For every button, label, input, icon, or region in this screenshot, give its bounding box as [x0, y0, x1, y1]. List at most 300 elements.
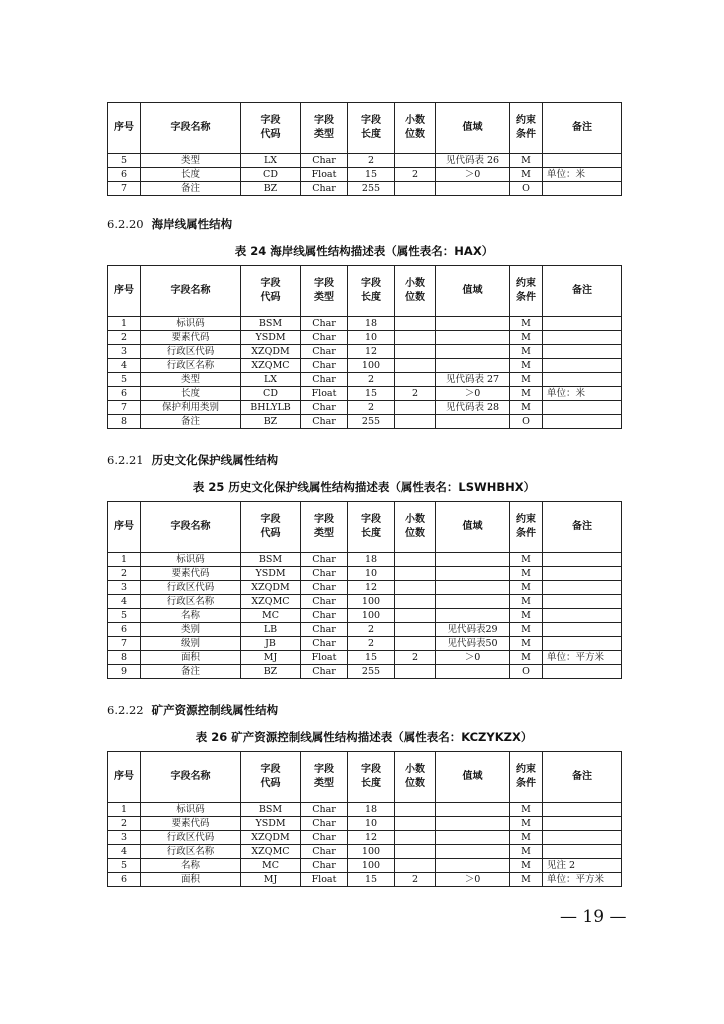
col-decimals-cell — [395, 317, 436, 331]
col-field-type-cell: Char — [301, 845, 348, 859]
col-field-type-cell: Char — [301, 401, 348, 415]
col-remarks-cell — [543, 831, 622, 845]
col-decimals-cell — [395, 182, 436, 196]
col-field-name-cell: 备注 — [141, 665, 241, 679]
col-constraint-cell: O — [510, 182, 543, 196]
col-remarks-cell — [543, 182, 622, 196]
col-field-code-cell: BSM — [241, 317, 301, 331]
col-field-type-cell: Char — [301, 665, 348, 679]
col-remarks-cell — [543, 345, 622, 359]
col-index-cell: 7 — [108, 637, 141, 651]
header-col-decimals: 小数 位数 — [395, 266, 436, 317]
col-field-name-cell: 标识码 — [141, 803, 241, 817]
col-field-name-cell: 行政区名称 — [141, 595, 241, 609]
col-domain-cell — [436, 331, 510, 345]
col-field-code-cell: CD — [241, 168, 301, 182]
header-col-field-length: 字段 长度 — [348, 502, 395, 553]
header-col-decimals: 小数 位数 — [395, 502, 436, 553]
attribute-table-continued — [107, 102, 622, 196]
col-domain-cell — [436, 345, 510, 359]
col-decimals-cell — [395, 331, 436, 345]
col-field-code-cell: LX — [241, 154, 301, 168]
table-row — [108, 831, 622, 845]
col-field-type-cell: Char — [301, 637, 348, 651]
col-constraint-cell: M — [510, 567, 543, 581]
col-index-cell: 7 — [108, 182, 141, 196]
col-field-type-cell: Char — [301, 345, 348, 359]
col-domain-cell: 见代码表50 — [436, 637, 510, 651]
col-domain-cell: 见代码表 26 — [436, 154, 510, 168]
attribute-table-hax — [107, 265, 622, 429]
col-domain-cell — [436, 415, 510, 429]
header-col-domain: 值域 — [436, 752, 510, 803]
col-constraint-cell: M — [510, 845, 543, 859]
col-field-length-cell: 2 — [348, 623, 395, 637]
header-col-field-code: 字段 代码 — [241, 266, 301, 317]
col-constraint-cell: M — [510, 553, 543, 567]
table-row — [108, 182, 622, 196]
col-decimals-cell: 2 — [395, 387, 436, 401]
col-field-code-cell: BZ — [241, 415, 301, 429]
col-remarks-cell — [543, 623, 622, 637]
col-field-type-cell: Float — [301, 168, 348, 182]
col-field-type-cell: Char — [301, 553, 348, 567]
col-index-cell: 2 — [108, 817, 141, 831]
col-decimals-cell — [395, 623, 436, 637]
col-field-code-cell: MC — [241, 859, 301, 873]
col-remarks-cell — [543, 595, 622, 609]
col-constraint-cell: M — [510, 609, 543, 623]
col-decimals-cell — [395, 859, 436, 873]
col-remarks-cell — [543, 154, 622, 168]
table-header-row — [108, 103, 622, 154]
col-domain-cell: ＞0 — [436, 651, 510, 665]
header-col-domain: 值域 — [436, 502, 510, 553]
col-field-name-cell: 行政区代码 — [141, 581, 241, 595]
col-field-length-cell: 12 — [348, 831, 395, 845]
col-field-type-cell: Float — [301, 651, 348, 665]
col-field-length-cell: 2 — [348, 373, 395, 387]
col-index-cell: 5 — [108, 859, 141, 873]
section-heading — [107, 216, 232, 232]
col-field-code-cell: MJ — [241, 651, 301, 665]
col-remarks-cell — [543, 609, 622, 623]
col-field-type-cell: Char — [301, 803, 348, 817]
col-field-length-cell: 18 — [348, 553, 395, 567]
header-col-remarks: 备注 — [543, 502, 622, 553]
col-field-type-cell: Char — [301, 331, 348, 345]
col-field-length-cell: 12 — [348, 345, 395, 359]
header-col-field-name: 字段名称 — [141, 502, 241, 553]
col-field-name-cell: 名称 — [141, 859, 241, 873]
col-index-cell: 3 — [108, 345, 141, 359]
col-domain-cell — [436, 317, 510, 331]
col-domain-cell: ＞0 — [436, 387, 510, 401]
col-field-name-cell: 行政区名称 — [141, 359, 241, 373]
col-domain-cell — [436, 831, 510, 845]
col-constraint-cell: M — [510, 873, 543, 887]
col-decimals-cell — [395, 803, 436, 817]
col-field-length-cell: 10 — [348, 567, 395, 581]
col-field-length-cell: 100 — [348, 595, 395, 609]
col-field-name-cell: 备注 — [141, 415, 241, 429]
col-field-name-cell: 行政区名称 — [141, 845, 241, 859]
col-constraint-cell: M — [510, 623, 543, 637]
table-row — [108, 345, 622, 359]
col-decimals-cell — [395, 609, 436, 623]
table-header-row — [108, 752, 622, 803]
header-col-field-type: 字段 类型 — [301, 266, 348, 317]
header-col-field-code: 字段 代码 — [241, 752, 301, 803]
col-remarks-cell: 单位：平方米 — [543, 873, 622, 887]
col-field-length-cell: 2 — [348, 401, 395, 415]
col-index-cell: 4 — [108, 595, 141, 609]
attribute-table-lswhbhx — [107, 501, 622, 679]
col-field-name-cell: 类别 — [141, 623, 241, 637]
col-field-name-cell: 级别 — [141, 637, 241, 651]
col-field-length-cell: 100 — [348, 609, 395, 623]
col-remarks-cell — [543, 331, 622, 345]
col-index-cell: 3 — [108, 831, 141, 845]
col-constraint-cell: M — [510, 154, 543, 168]
col-field-name-cell: 备注 — [141, 182, 241, 196]
col-field-code-cell: BHLYLB — [241, 401, 301, 415]
col-remarks-cell — [543, 637, 622, 651]
col-field-name-cell: 标识码 — [141, 553, 241, 567]
attribute-table-kczykzx — [107, 751, 622, 887]
col-remarks-cell: 单位：米 — [543, 387, 622, 401]
col-index-cell: 8 — [108, 651, 141, 665]
col-domain-cell: ＞0 — [436, 873, 510, 887]
col-field-code-cell: BZ — [241, 182, 301, 196]
col-field-code-cell: JB — [241, 637, 301, 651]
col-domain-cell — [436, 859, 510, 873]
col-field-code-cell: XZQDM — [241, 345, 301, 359]
col-field-type-cell: Char — [301, 415, 348, 429]
col-constraint-cell: M — [510, 401, 543, 415]
col-remarks-cell: 见注 2 — [543, 859, 622, 873]
col-constraint-cell: M — [510, 595, 543, 609]
col-field-type-cell: Char — [301, 817, 348, 831]
section-number: 6.2.22 — [107, 703, 144, 717]
col-field-code-cell: LX — [241, 373, 301, 387]
col-field-name-cell: 保护利用类别 — [141, 401, 241, 415]
col-remarks-cell — [543, 665, 622, 679]
col-decimals-cell: 2 — [395, 873, 436, 887]
col-remarks-cell — [543, 567, 622, 581]
col-constraint-cell: M — [510, 317, 543, 331]
table-row — [108, 609, 622, 623]
col-field-type-cell: Char — [301, 595, 348, 609]
col-constraint-cell: M — [510, 637, 543, 651]
col-constraint-cell: M — [510, 803, 543, 817]
col-field-name-cell: 行政区代码 — [141, 831, 241, 845]
col-remarks-cell — [543, 803, 622, 817]
header-col-constraint: 约束 条件 — [510, 752, 543, 803]
table-row — [108, 401, 622, 415]
col-index-cell: 5 — [108, 373, 141, 387]
section-number: 6.2.21 — [107, 453, 144, 467]
col-field-name-cell: 长度 — [141, 168, 241, 182]
col-field-length-cell: 18 — [348, 317, 395, 331]
col-field-type-cell: Char — [301, 623, 348, 637]
header-col-field-type: 字段 类型 — [301, 502, 348, 553]
col-decimals-cell: 2 — [395, 168, 436, 182]
col-domain-cell — [436, 803, 510, 817]
table-row — [108, 359, 622, 373]
section-title: 历史文化保护线属性结构 — [151, 453, 279, 467]
col-decimals-cell — [395, 581, 436, 595]
col-domain-cell — [436, 817, 510, 831]
table-row — [108, 154, 622, 168]
table-row — [108, 415, 622, 429]
col-field-length-cell: 2 — [348, 154, 395, 168]
col-domain-cell — [436, 581, 510, 595]
col-field-type-cell: Float — [301, 873, 348, 887]
col-remarks-cell — [543, 373, 622, 387]
col-constraint-cell: M — [510, 859, 543, 873]
col-decimals-cell: 2 — [395, 651, 436, 665]
table-row — [108, 623, 622, 637]
col-domain-cell — [436, 553, 510, 567]
table-row — [108, 567, 622, 581]
col-decimals-cell — [395, 359, 436, 373]
section-heading — [107, 702, 278, 718]
col-remarks-cell — [543, 817, 622, 831]
col-domain-cell — [436, 845, 510, 859]
col-field-type-cell: Char — [301, 373, 348, 387]
header-col-index: 序号 — [108, 502, 141, 553]
col-index-cell: 4 — [108, 359, 141, 373]
col-constraint-cell: M — [510, 359, 543, 373]
col-constraint-cell: O — [510, 665, 543, 679]
header-col-constraint: 约束 条件 — [510, 103, 543, 154]
col-field-code-cell: XZQMC — [241, 845, 301, 859]
col-field-length-cell: 255 — [348, 415, 395, 429]
col-index-cell: 5 — [108, 609, 141, 623]
col-field-code-cell: YSDM — [241, 331, 301, 345]
section-number: 6.2.20 — [107, 217, 144, 231]
col-index-cell: 8 — [108, 415, 141, 429]
col-constraint-cell: M — [510, 831, 543, 845]
table-caption: 表 26 矿产资源控制线属性结构描述表（属性表名：KCZYKZX） — [195, 730, 533, 744]
table-row — [108, 845, 622, 859]
col-decimals-cell — [395, 373, 436, 387]
col-index-cell: 1 — [108, 317, 141, 331]
header-col-remarks: 备注 — [543, 103, 622, 154]
col-decimals-cell — [395, 595, 436, 609]
col-decimals-cell — [395, 831, 436, 845]
col-field-name-cell: 要素代码 — [141, 567, 241, 581]
header-col-field-type: 字段 类型 — [301, 103, 348, 154]
table-caption: 表 24 海岸线属性结构描述表（属性表名：HAX） — [234, 244, 494, 258]
col-field-length-cell: 100 — [348, 859, 395, 873]
col-remarks-cell — [543, 553, 622, 567]
col-field-type-cell: Char — [301, 154, 348, 168]
col-remarks-cell — [543, 317, 622, 331]
col-field-code-cell: XZQMC — [241, 359, 301, 373]
table-row — [108, 651, 622, 665]
col-field-name-cell: 要素代码 — [141, 817, 241, 831]
col-remarks-cell — [543, 359, 622, 373]
col-remarks-cell — [543, 581, 622, 595]
col-domain-cell — [436, 595, 510, 609]
col-field-name-cell: 类型 — [141, 154, 241, 168]
col-field-length-cell: 15 — [348, 651, 395, 665]
header-col-field-code: 字段 代码 — [241, 103, 301, 154]
col-remarks-cell: 单位：米 — [543, 168, 622, 182]
header-col-field-type: 字段 类型 — [301, 752, 348, 803]
col-constraint-cell: M — [510, 651, 543, 665]
header-col-index: 序号 — [108, 752, 141, 803]
col-constraint-cell: M — [510, 331, 543, 345]
header-col-field-name: 字段名称 — [141, 266, 241, 317]
col-remarks-cell — [543, 401, 622, 415]
page-number: — 19 — — [560, 907, 627, 927]
header-col-field-name: 字段名称 — [141, 752, 241, 803]
col-field-length-cell: 2 — [348, 637, 395, 651]
col-field-name-cell: 长度 — [141, 387, 241, 401]
col-index-cell: 4 — [108, 845, 141, 859]
col-constraint-cell: M — [510, 817, 543, 831]
col-field-length-cell: 10 — [348, 331, 395, 345]
col-field-length-cell: 18 — [348, 803, 395, 817]
col-decimals-cell — [395, 154, 436, 168]
col-constraint-cell: M — [510, 168, 543, 182]
col-field-code-cell: BSM — [241, 803, 301, 817]
col-field-name-cell: 面积 — [141, 873, 241, 887]
col-field-length-cell: 15 — [348, 387, 395, 401]
col-domain-cell — [436, 567, 510, 581]
col-field-length-cell: 255 — [348, 182, 395, 196]
header-col-index: 序号 — [108, 103, 141, 154]
col-field-length-cell: 15 — [348, 168, 395, 182]
table-row — [108, 817, 622, 831]
col-index-cell: 1 — [108, 553, 141, 567]
col-field-type-cell: Char — [301, 567, 348, 581]
col-index-cell: 6 — [108, 873, 141, 887]
col-index-cell: 3 — [108, 581, 141, 595]
table-row — [108, 373, 622, 387]
col-constraint-cell: M — [510, 581, 543, 595]
col-domain-cell: 见代码表 27 — [436, 373, 510, 387]
col-field-code-cell: BSM — [241, 553, 301, 567]
col-index-cell: 1 — [108, 803, 141, 817]
col-field-name-cell: 类型 — [141, 373, 241, 387]
col-field-type-cell: Char — [301, 581, 348, 595]
col-remarks-cell — [543, 845, 622, 859]
col-decimals-cell — [395, 845, 436, 859]
col-field-type-cell: Char — [301, 359, 348, 373]
col-decimals-cell — [395, 567, 436, 581]
table-row — [108, 387, 622, 401]
table-row — [108, 637, 622, 651]
col-domain-cell — [436, 359, 510, 373]
table-row — [108, 803, 622, 817]
col-field-code-cell: XZQDM — [241, 831, 301, 845]
col-field-code-cell: MJ — [241, 873, 301, 887]
col-decimals-cell — [395, 665, 436, 679]
col-index-cell: 6 — [108, 623, 141, 637]
table-row — [108, 168, 622, 182]
col-constraint-cell: M — [510, 345, 543, 359]
col-field-type-cell: Char — [301, 317, 348, 331]
table-header-row — [108, 502, 622, 553]
col-field-length-cell: 100 — [348, 845, 395, 859]
col-field-type-cell: Char — [301, 609, 348, 623]
col-domain-cell: 见代码表29 — [436, 623, 510, 637]
table-row — [108, 873, 622, 887]
col-index-cell: 2 — [108, 567, 141, 581]
col-index-cell: 2 — [108, 331, 141, 345]
header-col-field-length: 字段 长度 — [348, 752, 395, 803]
col-decimals-cell — [395, 345, 436, 359]
col-field-code-cell: CD — [241, 387, 301, 401]
col-field-name-cell: 标识码 — [141, 317, 241, 331]
section-title: 矿产资源控制线属性结构 — [151, 703, 279, 717]
col-domain-cell — [436, 665, 510, 679]
col-domain-cell: ＞0 — [436, 168, 510, 182]
col-remarks-cell — [543, 415, 622, 429]
header-col-constraint: 约束 条件 — [510, 502, 543, 553]
header-col-remarks: 备注 — [543, 266, 622, 317]
header-col-constraint: 约束 条件 — [510, 266, 543, 317]
col-field-code-cell: XZQDM — [241, 581, 301, 595]
table-row — [108, 581, 622, 595]
col-decimals-cell — [395, 415, 436, 429]
col-index-cell: 5 — [108, 154, 141, 168]
col-index-cell: 6 — [108, 168, 141, 182]
header-col-field-code: 字段 代码 — [241, 502, 301, 553]
col-field-length-cell: 15 — [348, 873, 395, 887]
col-domain-cell — [436, 182, 510, 196]
col-constraint-cell: M — [510, 373, 543, 387]
col-field-length-cell: 100 — [348, 359, 395, 373]
header-col-decimals: 小数 位数 — [395, 752, 436, 803]
col-field-length-cell: 10 — [348, 817, 395, 831]
col-index-cell: 9 — [108, 665, 141, 679]
header-col-domain: 值域 — [436, 266, 510, 317]
col-domain-cell: 见代码表 28 — [436, 401, 510, 415]
col-domain-cell — [436, 609, 510, 623]
col-field-code-cell: YSDM — [241, 567, 301, 581]
table-row — [108, 665, 622, 679]
col-decimals-cell — [395, 401, 436, 415]
col-field-type-cell: Char — [301, 859, 348, 873]
header-col-remarks: 备注 — [543, 752, 622, 803]
header-col-index: 序号 — [108, 266, 141, 317]
col-field-length-cell: 12 — [348, 581, 395, 595]
header-col-field-name: 字段名称 — [141, 103, 241, 154]
table-row — [108, 859, 622, 873]
col-field-name-cell: 面积 — [141, 651, 241, 665]
col-field-type-cell: Float — [301, 387, 348, 401]
col-field-name-cell: 名称 — [141, 609, 241, 623]
col-constraint-cell: M — [510, 387, 543, 401]
col-field-code-cell: LB — [241, 623, 301, 637]
col-constraint-cell: O — [510, 415, 543, 429]
col-decimals-cell — [395, 553, 436, 567]
col-index-cell: 7 — [108, 401, 141, 415]
col-field-name-cell: 要素代码 — [141, 331, 241, 345]
section-title: 海岸线属性结构 — [151, 217, 233, 231]
table-header-row — [108, 266, 622, 317]
table-row — [108, 553, 622, 567]
col-field-code-cell: YSDM — [241, 817, 301, 831]
section-heading — [107, 452, 278, 468]
col-field-length-cell: 255 — [348, 665, 395, 679]
col-field-type-cell: Char — [301, 831, 348, 845]
